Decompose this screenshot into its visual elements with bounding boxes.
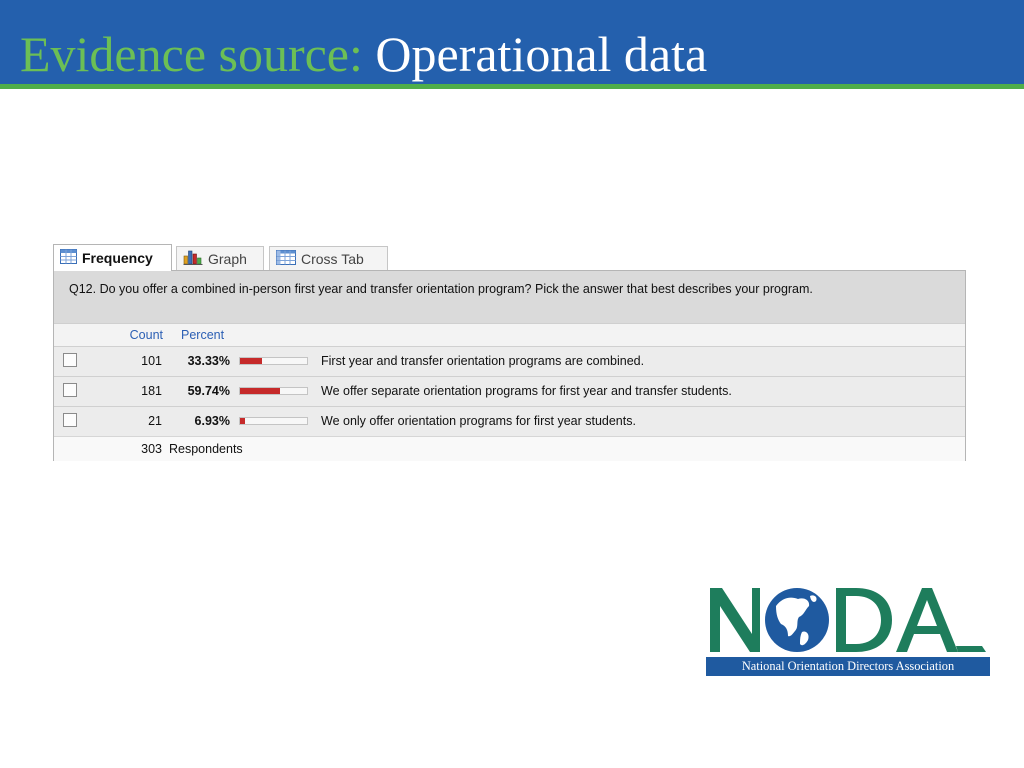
table-icon (60, 249, 77, 267)
column-header-count: Count (129, 328, 163, 342)
percent-bar (239, 387, 308, 395)
row-answer: First year and transfer orientation programs are combined. (321, 354, 645, 368)
percent-bar-fill (240, 418, 245, 424)
percent-bar-fill (240, 388, 280, 394)
row-checkbox[interactable] (63, 383, 77, 397)
slide-title-prefix: Evidence source: (20, 26, 363, 82)
row-percent: 33.33% (187, 354, 230, 368)
percent-bar-fill (240, 358, 262, 364)
respondents-count: 303 (141, 442, 162, 456)
column-header-percent: Percent (181, 328, 225, 342)
tab-cross-tab-label: Cross Tab (301, 250, 364, 267)
tab-graph-label: Graph (208, 250, 247, 267)
table-row (54, 346, 965, 376)
respondents-label: Respondents (169, 442, 243, 456)
row-percent: 6.93% (194, 414, 230, 428)
row-answer: We only offer orientation programs for first year students. (321, 414, 636, 428)
row-answer: We offer separate orientation programs for first year and transfer students. (321, 384, 732, 398)
percent-bar (239, 357, 308, 365)
row-checkbox[interactable] (63, 353, 77, 367)
tab-frequency-label: Frequency (82, 250, 153, 266)
results-table (53, 270, 966, 461)
row-checkbox[interactable] (63, 413, 77, 427)
header-divider (0, 84, 1024, 89)
noda-wordmark (706, 580, 990, 656)
tab-cross-tab[interactable] (269, 246, 388, 270)
slide-title-main: Operational data (375, 26, 708, 82)
noda-logo (706, 580, 990, 680)
row-count: 101 (141, 354, 162, 368)
percent-bar (239, 417, 308, 425)
tab-frequency[interactable] (53, 244, 172, 271)
column-header-row (54, 323, 965, 346)
row-count: 21 (148, 414, 162, 428)
table-row (54, 376, 965, 406)
logo-subtitle: National Orientation Directors Association (706, 657, 990, 676)
row-count: 181 (141, 384, 162, 398)
bar-chart-icon (183, 249, 203, 268)
slide-header (0, 0, 1024, 84)
cross-tab-icon (276, 250, 296, 268)
question-text: Q12. Do you offer a combined in-person first year and transfer orientation program? Pick the answer that best describes your program. (54, 271, 965, 323)
survey-results-panel (53, 244, 966, 461)
row-percent: 59.74% (187, 384, 230, 398)
slide-title (20, 22, 707, 86)
tab-graph[interactable] (176, 246, 264, 270)
table-row (54, 406, 965, 436)
respondents-row (54, 436, 965, 461)
